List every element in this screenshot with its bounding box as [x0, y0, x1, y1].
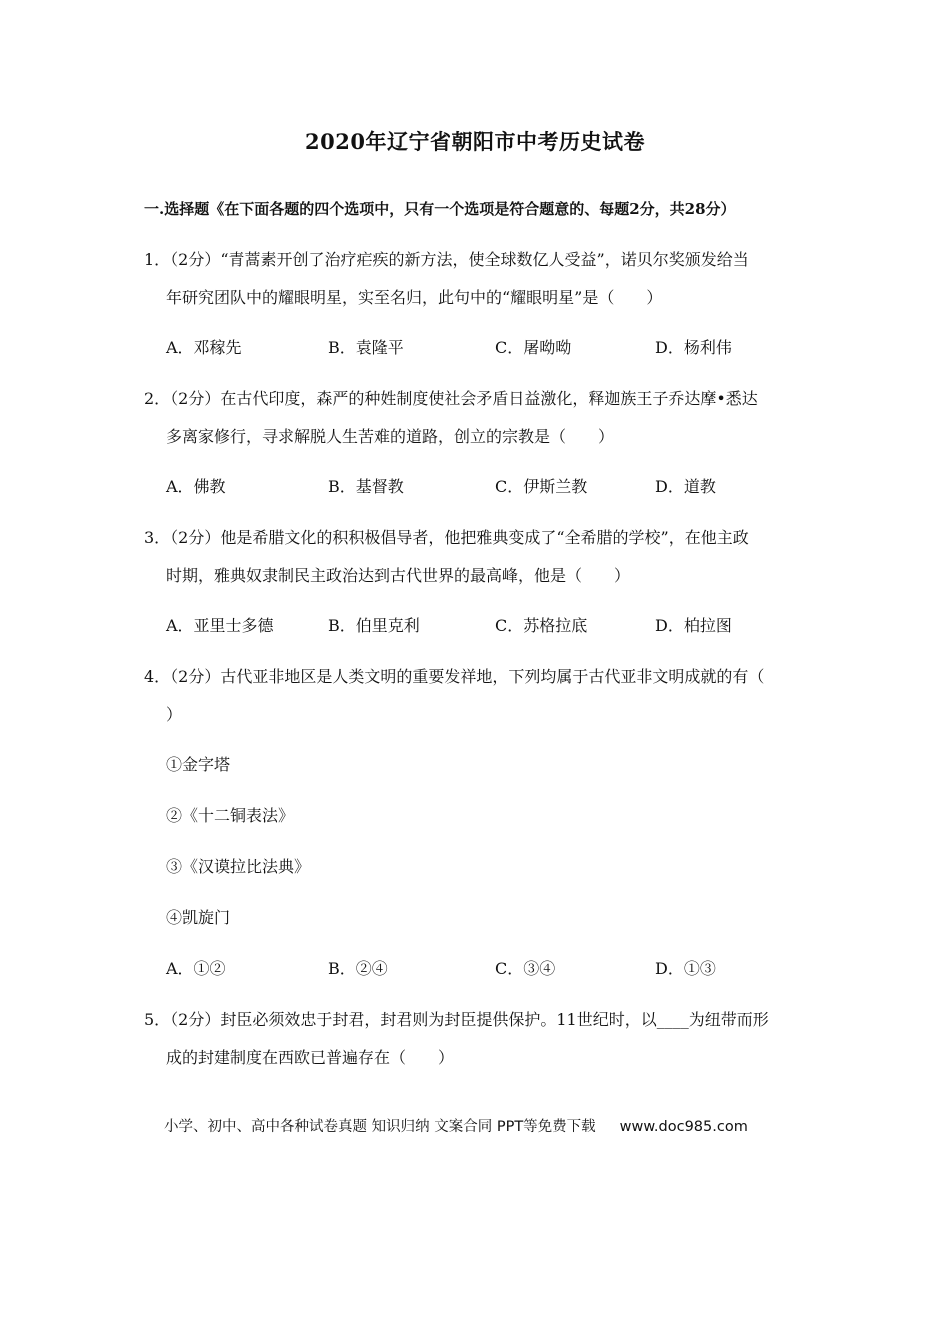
- question-2-option-a: A．佛教: [166, 477, 226, 496]
- question-4-option-d: D．①③: [655, 959, 716, 978]
- question-4-item-1: ①金字塔: [166, 755, 231, 774]
- question-4-line-2: ）: [166, 705, 183, 724]
- question-2-option-c: C．伊斯兰教: [495, 477, 588, 496]
- question-3-line-1: 3．（2分）他是希腊文化的积积极倡导者，他把雅典变成了“全希腊的学校”，在他主政: [144, 528, 749, 547]
- page-footer: [164, 1115, 748, 1136]
- question-1-option-a: A．邓稼先: [166, 338, 242, 357]
- question-5-line-1: 5．（2分）封臣必须效忠于封君，封君则为封臣提供保护。11世纪时，以____为纽带而形: [144, 1010, 769, 1029]
- question-4-item-3: ③《汉谟拉比法典》: [166, 857, 311, 876]
- question-4-line-1: 4．（2分）古代亚非地区是人类文明的重要发祥地，下列均属于古代亚非文明成就的有（: [144, 667, 765, 686]
- question-1-option-b: B．袁隆平: [328, 338, 404, 357]
- question-2-line-1: 2．（2分）在古代印度，森严的种姓制度使社会矛盾日益激化，释迦族王子乔达摩•悉达: [144, 389, 758, 408]
- question-1-line-1: 1．（2分）“青蒿素开创了治疗疟疾的新方法，使全球数亿人受益”，诺贝尔奖颁发给当: [144, 250, 749, 269]
- question-4-item-2: ②《十二铜表法》: [166, 806, 295, 825]
- question-3-option-a: A．亚里士多德: [166, 616, 274, 635]
- question-4-item-4: ④凯旋门: [166, 908, 231, 927]
- question-1-option-d: D．杨利伟: [655, 338, 732, 357]
- question-3-line-2: 时期，雅典奴隶制民主政治达到古代世界的最高峰，他是（ ）: [166, 566, 631, 585]
- question-1-option-c: C．屠呦呦: [495, 338, 572, 357]
- page-title: 2020年辽宁省朝阳市中考历史试卷: [305, 129, 645, 154]
- question-2-option-b: B．基督教: [328, 477, 404, 496]
- question-3-option-d: D．柏拉图: [655, 616, 732, 635]
- question-3-option-c: C．苏格拉底: [495, 616, 588, 635]
- question-4-option-b: B．②④: [328, 959, 388, 978]
- question-2-line-2: 多离家修行，寻求解脱人生苦难的道路，创立的宗教是（ ）: [166, 427, 615, 446]
- question-3-option-b: B．伯里克利: [328, 616, 420, 635]
- section-heading: 一.选择题《在下面各题的四个选项中，只有一个选项是符合题意的、每题2分，共28分）: [144, 200, 736, 218]
- question-2-option-d: D．道教: [655, 477, 716, 496]
- footer-url[interactable]: www.doc985.com: [619, 1119, 748, 1135]
- question-1-line-2: 年研究团队中的耀眼明星，实至名归，此句中的“耀眼明星”是（ ）: [166, 288, 663, 307]
- question-4-option-a: A．①②: [166, 959, 226, 978]
- footer-text: 小学、初中、高中各种试卷真题 知识归纳 文案合同 PPT等免费下载: [164, 1119, 596, 1135]
- question-5-line-2: 成的封建制度在西欧已普遍存在（ ）: [166, 1048, 455, 1067]
- question-4-option-c: C．③④: [495, 959, 556, 978]
